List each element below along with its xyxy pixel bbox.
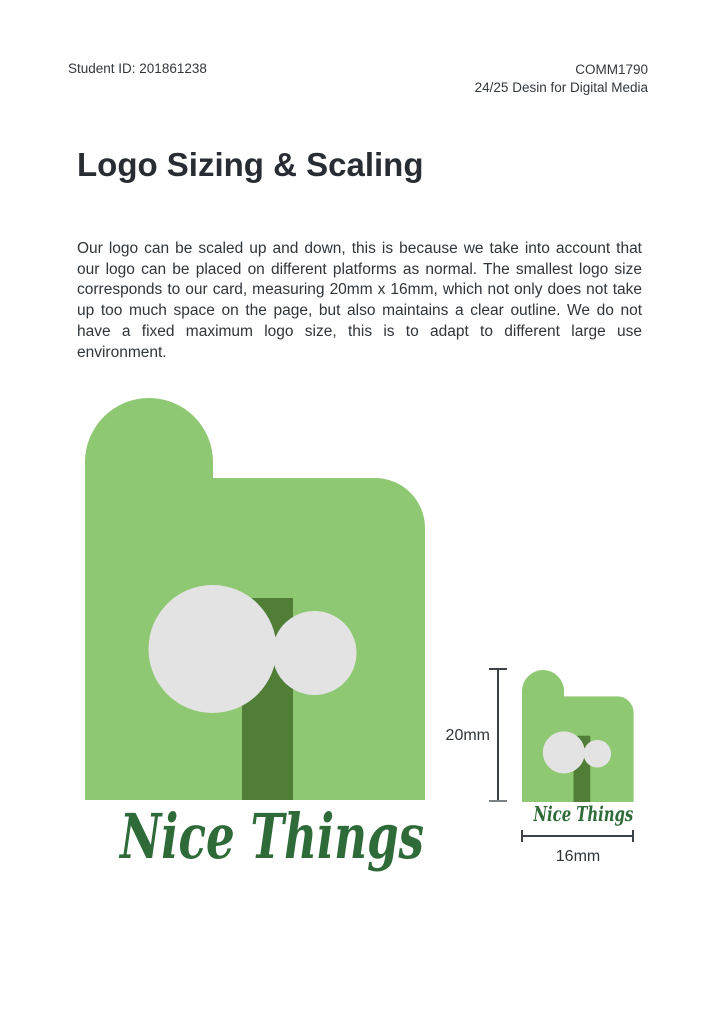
- logo-wordmark-small: Nice Things: [532, 802, 634, 827]
- course-code-text: COMM1790: [575, 62, 648, 77]
- logo-tree-crown-large-circle: [149, 585, 277, 713]
- student-id-text: Student ID: 201861238: [68, 61, 207, 76]
- logo-tree-crown-small-circle: [584, 740, 612, 768]
- nice-things-logo-small: [522, 670, 634, 829]
- width-dimension-label: 16mm: [555, 848, 601, 865]
- height-dimension-top-cap: [489, 668, 507, 670]
- course-name-text: 24/25 Desin for Digital Media: [474, 80, 648, 95]
- width-dimension-line: [522, 835, 634, 837]
- body-paragraph: Our logo can be scaled up and down, this is because we take into account that our logo can be placed on different platforms as normal. The smallest logo size corresponds to our card, measuring 20mm x 16mm, which not only does not take up too much space on the page, but also maintains a clear outline. We do not have a fixed maximum logo size, this is to adapt to different large use environment.: [77, 240, 642, 361]
- height-dimension-label: 20mm: [445, 727, 490, 744]
- page-title: Logo Sizing & Scaling: [77, 146, 424, 183]
- height-dimension-line: [497, 669, 499, 802]
- logo-tree-crown-large-circle: [543, 731, 585, 773]
- nice-things-logo-large: [85, 398, 425, 883]
- width-dimension-right-cap: [632, 830, 634, 842]
- width-dimension-left-cap: [521, 830, 523, 842]
- height-dimension-bottom-cap: [489, 800, 507, 802]
- logo-tree-crown-small-circle: [273, 611, 357, 695]
- course-info: [475, 61, 648, 97]
- logo-wordmark-large: Nice Things: [118, 800, 424, 873]
